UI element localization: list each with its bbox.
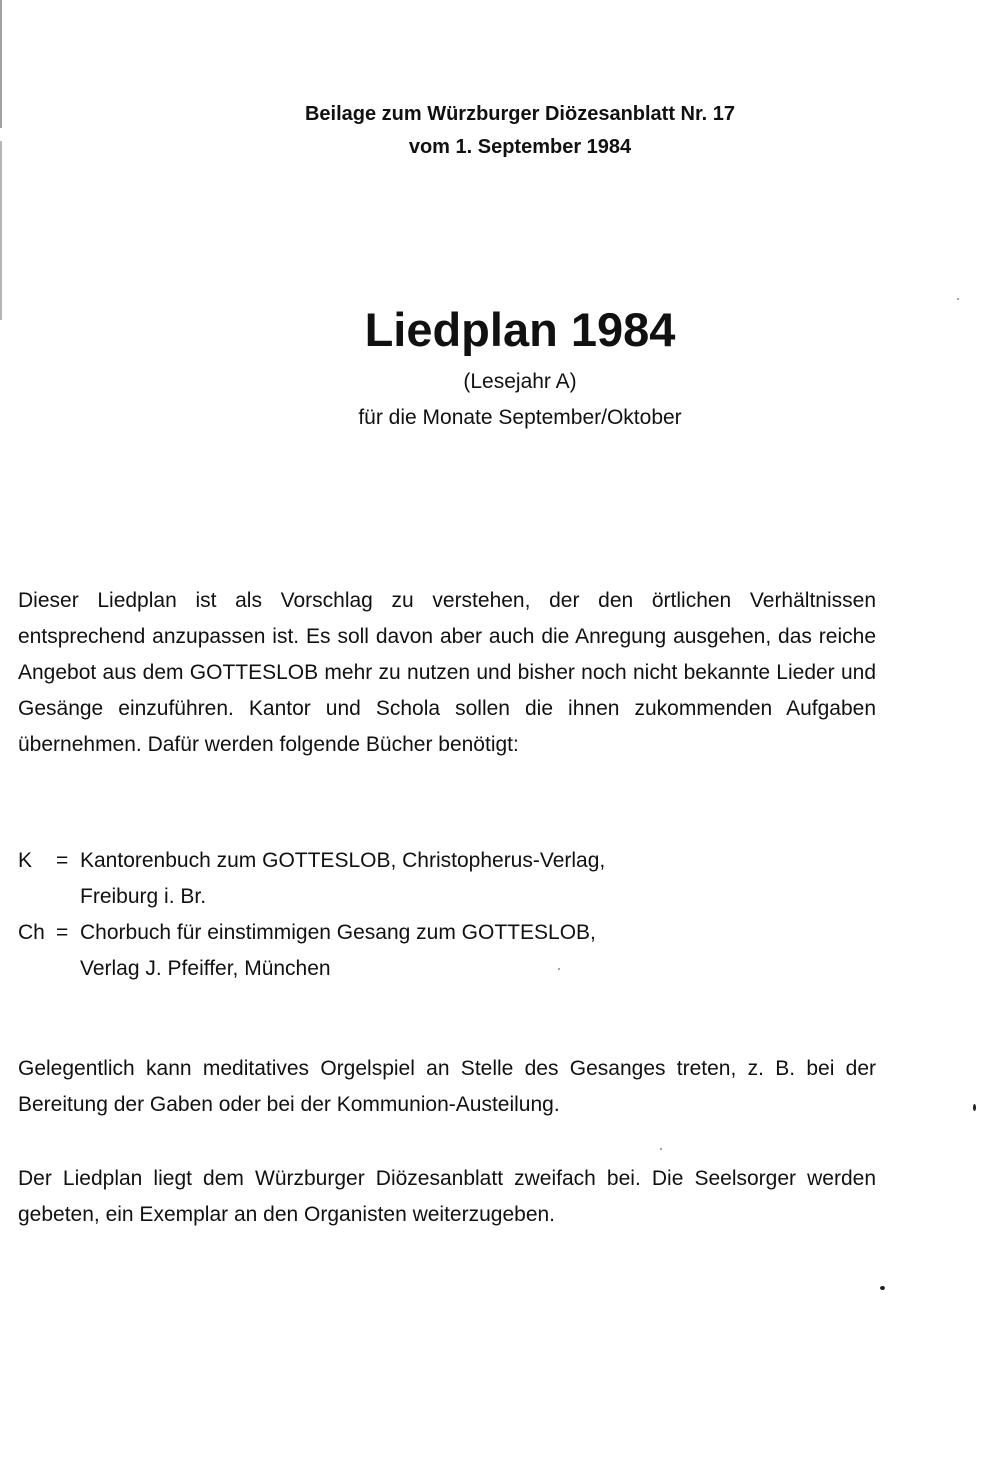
scan-speck: [558, 968, 560, 970]
supplement-header: [0, 98, 1000, 164]
header-line-2: vom 1. September 1984: [408, 136, 632, 158]
scan-speck: [880, 1286, 885, 1290]
legend-key-k: K: [18, 849, 33, 872]
book-legend: [18, 843, 605, 987]
legend-entry-ch: [18, 915, 605, 951]
organ-note-paragraph: Gelegentlich kann meditatives Orgelspiel an Stelle des Gesanges treten, z. B. bei der Bereitung der Gaben oder bei der Kommunion-Austeilung.: [18, 1057, 876, 1116]
header-line-1: Beilage zum Würzburger Diözesanblatt Nr. 17: [304, 103, 736, 125]
legend-entry-k: [18, 843, 605, 879]
legend-text-k: Kantorenbuch zum GOTTESLOB, Christopherus-Verlag,: [80, 849, 606, 872]
legend-text-k-continued: Freiburg i. Br.: [80, 885, 207, 908]
legend-text-ch-continued: Verlag J. Pfeiffer, München: [80, 957, 331, 980]
page-subtitle-year: (Lesejahr A): [463, 370, 577, 393]
distribution-note-paragraph: Der Liedplan liegt dem Würzburger Diözesanblatt zweifach bei. Die Seelsorger werden gebeten, ein Exemplar an den Organisten weiterzugeben.: [18, 1167, 876, 1226]
intro-paragraph: Dieser Liedplan ist als Vorschlag zu verstehen, der den örtlichen Verhältnissen entsprechend anzupassen ist. Es soll davon aber auch die Anregung ausgehen, das reiche Angebot aus dem GOTTESLOB mehr zu nutzen und bisher noch nicht bekannte Lieder und Gesänge einzuführen. Kantor und Schola sollen die ihnen zukommenden Aufgaben übernehmen. Dafür werden folgende Bücher benötigt:: [18, 589, 876, 756]
page-subtitle-months: für die Monate September/Oktober: [358, 406, 682, 429]
legend-text-ch: Chorbuch für einstimmigen Gesang zum GOTTESLOB,: [80, 921, 596, 944]
scan-speck: [660, 1148, 662, 1150]
scan-speck: [957, 298, 959, 300]
legend-equals: =: [56, 921, 69, 944]
legend-key-ch: Ch: [18, 921, 45, 944]
legend-equals: =: [56, 849, 69, 872]
page-title: Liedplan 1984: [364, 303, 676, 356]
scan-speck: [973, 1104, 976, 1111]
